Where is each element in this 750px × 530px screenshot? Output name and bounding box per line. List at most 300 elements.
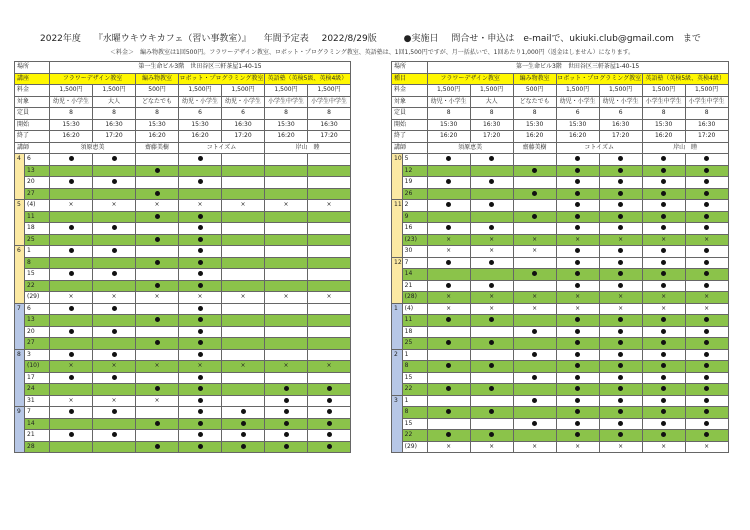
teacher-robot: コトイズム bbox=[179, 142, 265, 154]
no-session-icon: × bbox=[661, 304, 667, 312]
session-dot-icon bbox=[661, 398, 666, 403]
schedule-cell bbox=[513, 407, 556, 419]
session-dot-icon bbox=[198, 409, 203, 414]
place-value: 第一生命ビル3階 世田谷区三軒茶屋1-40-15 bbox=[427, 62, 728, 74]
schedule-row bbox=[15, 223, 351, 235]
session-dot-icon bbox=[704, 398, 709, 403]
schedule-cell bbox=[470, 280, 513, 292]
schedule-cell bbox=[556, 292, 599, 304]
schedule-cell bbox=[470, 384, 513, 396]
capacity-value: 8 bbox=[136, 108, 179, 120]
session-dot-icon bbox=[704, 329, 709, 334]
session-dot-icon bbox=[618, 329, 623, 334]
session-dot-icon bbox=[661, 375, 666, 380]
schedule-cell bbox=[599, 303, 642, 315]
place-label: 場所 bbox=[15, 62, 50, 74]
course-flower: フラワーデザイン教室 bbox=[50, 73, 136, 85]
schedule-cell bbox=[642, 315, 685, 327]
schedule-cell bbox=[685, 384, 728, 396]
schedule-cell bbox=[599, 315, 642, 327]
session-dot-icon bbox=[704, 317, 709, 322]
schedule-cell bbox=[136, 211, 179, 223]
day-label: (29) bbox=[25, 292, 50, 304]
title-contact: 問合せ・申込は e-mailで、ukiuki.club@gmail.com まで bbox=[451, 34, 701, 44]
schedule-cell bbox=[642, 430, 685, 442]
session-dot-icon bbox=[489, 432, 494, 437]
day-label: 7 bbox=[25, 407, 50, 419]
schedule-cell bbox=[427, 211, 470, 223]
day-label: (29) bbox=[402, 441, 427, 453]
schedule-row bbox=[15, 246, 351, 258]
session-dot-icon bbox=[575, 248, 580, 253]
schedule-cell bbox=[308, 384, 351, 396]
no-session-icon: × bbox=[326, 362, 332, 370]
course-label: 講座 bbox=[15, 73, 50, 85]
day-label: 17 bbox=[25, 372, 50, 384]
schedule-cell bbox=[556, 223, 599, 235]
session-dot-icon bbox=[489, 260, 494, 265]
schedule-cell bbox=[556, 407, 599, 419]
schedule-row bbox=[392, 361, 729, 373]
schedule-cell bbox=[136, 407, 179, 419]
no-session-icon: × bbox=[661, 235, 667, 243]
course-english: 英語塾（英検5級、英検4級） bbox=[642, 73, 728, 85]
course-knitting: 編み物教室 bbox=[513, 73, 556, 85]
schedule-cell bbox=[642, 372, 685, 384]
day-label: 11 bbox=[25, 211, 50, 223]
capacity-value: 6 bbox=[556, 108, 599, 120]
start-row bbox=[392, 119, 729, 131]
schedule-cell bbox=[136, 257, 179, 269]
day-label: 15 bbox=[25, 269, 50, 281]
schedule-table-left bbox=[14, 61, 351, 453]
session-dot-icon bbox=[575, 398, 580, 403]
schedule-cell bbox=[685, 361, 728, 373]
schedule-cell bbox=[685, 430, 728, 442]
fee-value: 1,500円 bbox=[470, 85, 513, 97]
schedule-cell bbox=[265, 246, 308, 258]
schedule-cell bbox=[685, 246, 728, 258]
schedule-row bbox=[15, 234, 351, 246]
schedule-cell bbox=[50, 154, 93, 166]
schedule-cell bbox=[556, 441, 599, 453]
schedule-cell bbox=[222, 326, 265, 338]
capacity-value: 8 bbox=[642, 108, 685, 120]
course-knitting: 編み物教室 bbox=[136, 73, 179, 85]
schedule-cell bbox=[470, 188, 513, 200]
schedule-cell bbox=[470, 418, 513, 430]
schedule-cell bbox=[179, 372, 222, 384]
schedule-cell bbox=[513, 349, 556, 361]
schedule-cell bbox=[93, 407, 136, 419]
schedule-cell bbox=[50, 372, 93, 384]
schedule-cell bbox=[179, 303, 222, 315]
schedule-cell bbox=[93, 349, 136, 361]
schedule-cell bbox=[513, 200, 556, 212]
schedule-cell bbox=[308, 315, 351, 327]
schedule-row bbox=[392, 165, 729, 177]
schedule-cell bbox=[308, 361, 351, 373]
schedule-row bbox=[392, 234, 729, 246]
schedule-cell bbox=[136, 246, 179, 258]
schedule-cell bbox=[136, 349, 179, 361]
session-dot-icon bbox=[575, 352, 580, 357]
course-row bbox=[392, 73, 729, 85]
schedule-cell bbox=[308, 154, 351, 166]
schedule-cell bbox=[179, 257, 222, 269]
session-dot-icon bbox=[489, 156, 494, 161]
schedule-cell bbox=[93, 372, 136, 384]
schedule-cell bbox=[513, 418, 556, 430]
session-dot-icon bbox=[69, 329, 74, 334]
schedule-cell bbox=[642, 338, 685, 350]
schedule-cell bbox=[136, 326, 179, 338]
end-value: 17:20 bbox=[222, 131, 265, 143]
schedule-cell bbox=[470, 441, 513, 453]
schedule-cell bbox=[556, 372, 599, 384]
session-dot-icon bbox=[661, 386, 666, 391]
session-dot-icon bbox=[241, 444, 246, 449]
start-value: 16:30 bbox=[308, 119, 351, 131]
schedule-cell bbox=[513, 165, 556, 177]
target-label: 対象 bbox=[392, 96, 428, 108]
schedule-cell bbox=[50, 326, 93, 338]
no-session-icon: × bbox=[446, 235, 452, 243]
schedule-cell bbox=[685, 177, 728, 189]
schedule-cell bbox=[642, 326, 685, 338]
start-value: 15:30 bbox=[179, 119, 222, 131]
schedule-cell bbox=[179, 430, 222, 442]
session-dot-icon bbox=[284, 432, 289, 437]
no-session-icon: × bbox=[446, 247, 452, 255]
schedule-row bbox=[392, 246, 729, 258]
schedule-cell bbox=[427, 165, 470, 177]
session-dot-icon bbox=[112, 306, 117, 311]
schedule-cell bbox=[599, 349, 642, 361]
session-dot-icon bbox=[575, 179, 580, 184]
session-dot-icon bbox=[446, 260, 451, 265]
schedule-cell bbox=[50, 211, 93, 223]
schedule-table-right bbox=[391, 61, 729, 453]
session-dot-icon bbox=[661, 156, 666, 161]
session-dot-icon bbox=[69, 156, 74, 161]
session-dot-icon bbox=[661, 432, 666, 437]
session-dot-icon bbox=[618, 375, 623, 380]
schedule-cell bbox=[685, 211, 728, 223]
schedule-cell bbox=[513, 188, 556, 200]
target-value: どなたでも bbox=[136, 96, 179, 108]
session-dot-icon bbox=[112, 156, 117, 161]
schedule-cell bbox=[599, 234, 642, 246]
schedule-cell bbox=[599, 188, 642, 200]
schedule-row bbox=[15, 269, 351, 281]
schedule-cell bbox=[599, 418, 642, 430]
schedule-cell bbox=[136, 338, 179, 350]
capacity-row bbox=[392, 108, 729, 120]
title-name: 『水曜ウキウキカフェ（習い事教室）』 bbox=[93, 34, 251, 44]
schedule-cell bbox=[470, 407, 513, 419]
schedule-cell bbox=[265, 177, 308, 189]
schedule-cell bbox=[93, 292, 136, 304]
schedule-cell bbox=[308, 280, 351, 292]
schedule-cell bbox=[556, 269, 599, 281]
schedule-row bbox=[392, 257, 729, 269]
session-dot-icon bbox=[704, 202, 709, 207]
session-dot-icon bbox=[69, 409, 74, 414]
place-value: 第一生命ビル3階 世田谷区三軒茶屋1-40-15 bbox=[50, 62, 351, 74]
session-dot-icon bbox=[704, 156, 709, 161]
teacher-knitting: 齋藤美樹 bbox=[136, 142, 179, 154]
start-value: 15:30 bbox=[265, 119, 308, 131]
day-label: 8 bbox=[402, 361, 427, 373]
session-dot-icon bbox=[532, 271, 537, 276]
session-dot-icon bbox=[446, 340, 451, 345]
target-value: 小学生中学生 bbox=[642, 96, 685, 108]
schedule-cell bbox=[308, 407, 351, 419]
schedule-cell bbox=[308, 223, 351, 235]
session-dot-icon bbox=[69, 271, 74, 276]
session-dot-icon bbox=[69, 352, 74, 357]
schedule-cell bbox=[427, 154, 470, 166]
session-dot-icon bbox=[155, 421, 160, 426]
schedule-cell bbox=[265, 234, 308, 246]
no-session-icon: × bbox=[154, 396, 160, 404]
schedule-cell bbox=[93, 315, 136, 327]
schedule-cell bbox=[179, 292, 222, 304]
no-session-icon: × bbox=[240, 293, 246, 301]
session-dot-icon bbox=[489, 317, 494, 322]
no-session-icon: × bbox=[489, 442, 495, 450]
fee-note: ＜料金＞ 編み物教室は1回500円。フラワーデザイン教室、ロボット・プログラミング教室、英語塾は、1回1,500円ですが、月一括払いで、1回あたり1,000円（返金はしません）になります。 bbox=[110, 49, 635, 56]
no-session-icon: × bbox=[154, 362, 160, 370]
fee-value: 1,500円 bbox=[265, 85, 308, 97]
schedule-cell bbox=[556, 315, 599, 327]
schedule-cell bbox=[513, 280, 556, 292]
capacity-value: 8 bbox=[93, 108, 136, 120]
schedule-row bbox=[392, 384, 729, 396]
schedule-cell bbox=[427, 326, 470, 338]
no-session-icon: × bbox=[532, 442, 538, 450]
month-label: 12 bbox=[392, 257, 403, 303]
schedule-cell bbox=[93, 280, 136, 292]
day-label: 8 bbox=[25, 257, 50, 269]
session-dot-icon bbox=[198, 340, 203, 345]
schedule-cell bbox=[136, 430, 179, 442]
session-dot-icon bbox=[618, 340, 623, 345]
schedule-cell bbox=[308, 234, 351, 246]
schedule-row bbox=[15, 211, 351, 223]
schedule-row bbox=[15, 280, 351, 292]
schedule-row bbox=[392, 303, 729, 315]
day-label: (23) bbox=[402, 234, 427, 246]
capacity-value: 6 bbox=[222, 108, 265, 120]
fee-value: 1,500円 bbox=[308, 85, 351, 97]
month-label: 7 bbox=[15, 303, 25, 349]
schedule-cell bbox=[642, 246, 685, 258]
schedule-cell bbox=[685, 223, 728, 235]
schedule-cell bbox=[642, 200, 685, 212]
end-row bbox=[392, 131, 729, 143]
no-session-icon: × bbox=[68, 201, 74, 209]
session-dot-icon bbox=[618, 168, 623, 173]
schedule-cell bbox=[642, 257, 685, 269]
end-value: 16:20 bbox=[642, 131, 685, 143]
schedule-cell bbox=[93, 418, 136, 430]
schedule-cell bbox=[513, 372, 556, 384]
schedule-cell bbox=[179, 223, 222, 235]
schedule-cell bbox=[308, 165, 351, 177]
session-dot-icon bbox=[618, 156, 623, 161]
schedule-cell bbox=[599, 165, 642, 177]
no-session-icon: × bbox=[704, 235, 710, 243]
schedule-cell bbox=[427, 257, 470, 269]
schedule-cell bbox=[513, 292, 556, 304]
schedule-cell bbox=[556, 211, 599, 223]
schedule-cell bbox=[513, 395, 556, 407]
schedule-cell bbox=[179, 188, 222, 200]
schedule-cell bbox=[642, 211, 685, 223]
capacity-value: 6 bbox=[179, 108, 222, 120]
start-row bbox=[15, 119, 351, 131]
session-dot-icon bbox=[69, 225, 74, 230]
schedule-cell bbox=[93, 441, 136, 453]
schedule-cell bbox=[685, 441, 728, 453]
capacity-value: 8 bbox=[427, 108, 470, 120]
title-version: 2022/8/29版 bbox=[321, 34, 377, 44]
schedule-cell bbox=[427, 395, 470, 407]
schedule-cell bbox=[427, 303, 470, 315]
day-label: 3 bbox=[25, 349, 50, 361]
schedule-cell bbox=[50, 177, 93, 189]
no-session-icon: × bbox=[618, 442, 624, 450]
session-dot-icon bbox=[575, 191, 580, 196]
day-label: 27 bbox=[25, 188, 50, 200]
schedule-cell bbox=[308, 303, 351, 315]
schedule-cell bbox=[308, 372, 351, 384]
capacity-label: 定員 bbox=[15, 108, 50, 120]
schedule-cell bbox=[427, 349, 470, 361]
schedule-cell bbox=[50, 407, 93, 419]
session-dot-icon bbox=[327, 432, 332, 437]
schedule-cell bbox=[222, 246, 265, 258]
schedule-cell bbox=[599, 407, 642, 419]
schedule-cell bbox=[222, 349, 265, 361]
schedule-row bbox=[392, 211, 729, 223]
schedule-row bbox=[392, 430, 729, 442]
session-dot-icon bbox=[155, 191, 160, 196]
schedule-cell bbox=[642, 349, 685, 361]
no-session-icon: × bbox=[240, 201, 246, 209]
month-label: 4 bbox=[15, 154, 25, 200]
day-label: 13 bbox=[25, 165, 50, 177]
target-row bbox=[392, 96, 729, 108]
month-label: 1 bbox=[392, 303, 403, 349]
no-session-icon: × bbox=[704, 293, 710, 301]
schedule-cell bbox=[642, 303, 685, 315]
target-value: 小学生中学生 bbox=[685, 96, 728, 108]
no-session-icon: × bbox=[618, 304, 624, 312]
session-dot-icon bbox=[489, 283, 494, 288]
schedule-cell bbox=[136, 154, 179, 166]
no-session-icon: × bbox=[111, 293, 117, 301]
schedule-cell bbox=[93, 234, 136, 246]
schedule-cell bbox=[222, 188, 265, 200]
month-label: 6 bbox=[15, 246, 25, 304]
session-dot-icon bbox=[198, 375, 203, 380]
schedule-cell bbox=[50, 441, 93, 453]
day-label: 20 bbox=[25, 326, 50, 338]
fee-value: 1,500円 bbox=[427, 85, 470, 97]
day-label: 15 bbox=[402, 372, 427, 384]
no-session-icon: × bbox=[154, 293, 160, 301]
day-label: 15 bbox=[402, 418, 427, 430]
session-dot-icon bbox=[489, 179, 494, 184]
schedule-cell bbox=[427, 407, 470, 419]
session-dot-icon bbox=[575, 283, 580, 288]
schedule-cell bbox=[642, 384, 685, 396]
schedule-cell bbox=[556, 338, 599, 350]
schedule-row bbox=[392, 223, 729, 235]
schedule-cell bbox=[222, 280, 265, 292]
schedule-cell bbox=[513, 234, 556, 246]
capacity-value: 8 bbox=[50, 108, 93, 120]
schedule-cell bbox=[599, 384, 642, 396]
schedule-cell bbox=[470, 292, 513, 304]
day-label: 1 bbox=[402, 349, 427, 361]
session-dot-icon bbox=[661, 271, 666, 276]
no-session-icon: × bbox=[489, 247, 495, 255]
session-dot-icon bbox=[704, 352, 709, 357]
schedule-row bbox=[15, 418, 351, 430]
schedule-cell bbox=[513, 326, 556, 338]
schedule-cell bbox=[599, 430, 642, 442]
schedule-cell bbox=[599, 246, 642, 258]
session-dot-icon bbox=[198, 283, 203, 288]
session-dot-icon bbox=[198, 352, 203, 357]
no-session-icon: × bbox=[532, 304, 538, 312]
teacher-label: 講師 bbox=[392, 142, 428, 154]
schedule-cell bbox=[685, 269, 728, 281]
session-dot-icon bbox=[661, 317, 666, 322]
schedule-cell bbox=[599, 200, 642, 212]
session-dot-icon bbox=[155, 386, 160, 391]
no-session-icon: × bbox=[197, 362, 203, 370]
schedule-row bbox=[392, 177, 729, 189]
session-dot-icon bbox=[575, 271, 580, 276]
no-session-icon: × bbox=[489, 235, 495, 243]
day-label: 21 bbox=[25, 430, 50, 442]
session-dot-icon bbox=[327, 386, 332, 391]
schedule-cell bbox=[222, 177, 265, 189]
schedule-row bbox=[392, 395, 729, 407]
schedule-cell bbox=[556, 246, 599, 258]
schedule-cell bbox=[93, 188, 136, 200]
session-dot-icon bbox=[575, 202, 580, 207]
schedule-cell bbox=[556, 361, 599, 373]
session-dot-icon bbox=[446, 156, 451, 161]
schedule-cell bbox=[93, 338, 136, 350]
schedule-cell bbox=[599, 361, 642, 373]
session-dot-icon bbox=[661, 214, 666, 219]
document-title bbox=[40, 31, 730, 44]
day-label: 20 bbox=[25, 177, 50, 189]
session-dot-icon bbox=[112, 375, 117, 380]
schedule-row bbox=[15, 430, 351, 442]
session-dot-icon bbox=[198, 260, 203, 265]
schedule-cell bbox=[222, 211, 265, 223]
session-dot-icon bbox=[618, 409, 623, 414]
schedule-cell bbox=[265, 418, 308, 430]
